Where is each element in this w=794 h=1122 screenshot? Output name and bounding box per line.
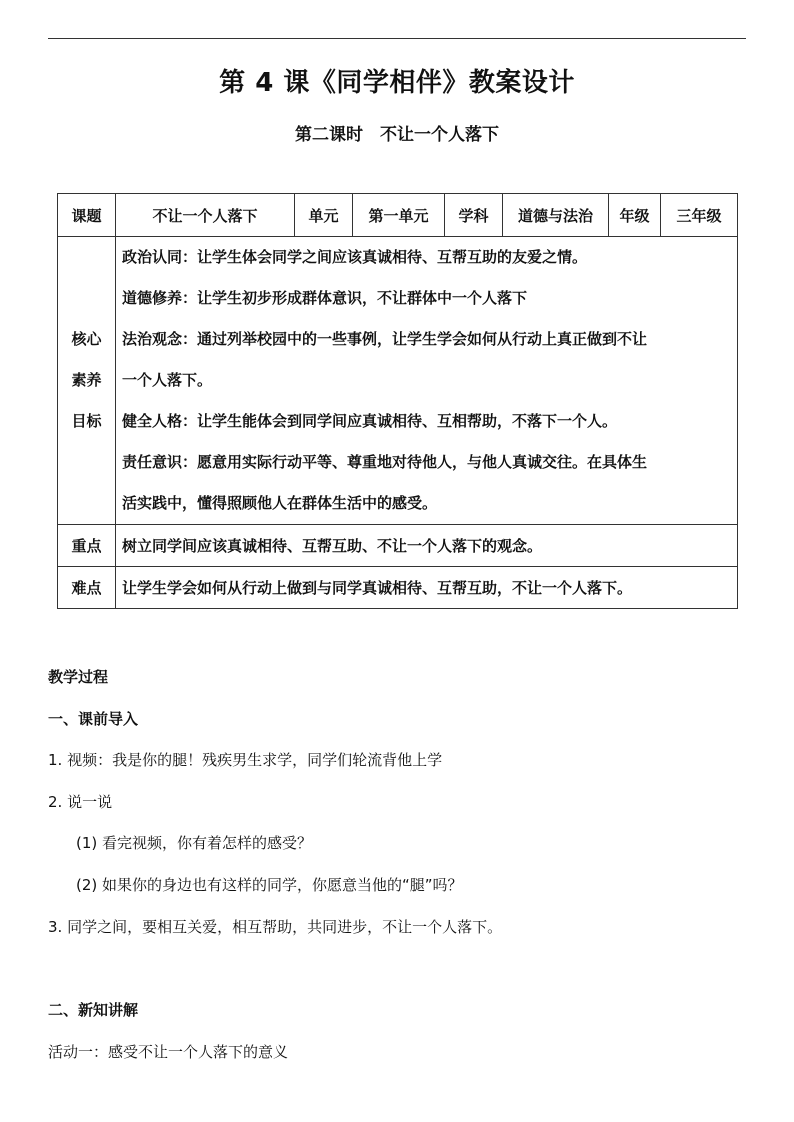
cell-key-label: 重点 — [58, 525, 116, 567]
process-item-1: 1. 视频：我是你的腿！残疾男生求学，同学们轮流背他上学 — [48, 751, 443, 769]
document-subtitle: 第二课时 不让一个人落下 — [295, 125, 499, 145]
cell-subject-value: 道德与法治 — [503, 194, 609, 237]
cell-topic-label: 课题 — [58, 194, 116, 237]
cell-unit-label: 单元 — [295, 194, 353, 237]
process-item-2-q1: (1) 看完视频，你有着怎样的感受？ — [76, 834, 313, 852]
part2-heading: 二、新知讲解 — [48, 1001, 139, 1019]
process-heading: 教学过程 — [48, 668, 109, 686]
cell-topic-value: 不让一个人落下 — [116, 194, 295, 237]
goal-line: 一个人落下。 — [122, 371, 213, 389]
cell-unit-value: 第一单元 — [353, 194, 445, 237]
goal-line: 政治认同：让学生体会同学之间应该真诚相待、互帮互助的友爱之情。 — [122, 248, 588, 266]
document-title: 第 4 课《同学相伴》教案设计 — [219, 68, 575, 98]
cell-subject-label: 学科 — [445, 194, 503, 237]
goal-line: 活实践中，懂得照顾他人在群体生活中的感受。 — [122, 494, 438, 512]
part1-heading: 一、课前导入 — [48, 710, 139, 728]
process-item-2: 2. 说一说 — [48, 793, 113, 811]
goal-line: 健全人格：让学生能体会到同学间应真诚相待、互相帮助，不落下一个人。 — [122, 412, 618, 430]
cell-difficulty-text: 让学生学会如何从行动上做到与同学真诚相待、互帮互助，不让一个人落下。 — [116, 567, 738, 609]
process-item-2-q2: (2) 如果你的身边也有这样的同学，你愿意当他的“腿”吗？ — [76, 876, 463, 894]
cell-core-label — [58, 237, 116, 525]
activity-1: 活动一：感受不让一个人落下的意义 — [48, 1043, 289, 1061]
cell-grade-value: 三年级 — [661, 194, 738, 237]
cell-core-goals — [116, 237, 738, 525]
core-label-line: 素养 — [71, 371, 102, 389]
cell-grade-label: 年级 — [609, 194, 661, 237]
table-row — [58, 567, 738, 609]
core-label-line: 目标 — [71, 412, 102, 430]
lesson-info-table — [57, 193, 738, 609]
goal-line: 责任意识：愿意用实际行动平等、尊重地对待他人，与他人真诚交往。在具体生 — [122, 453, 648, 471]
core-label-line: 核心 — [71, 330, 102, 348]
goal-line: 道德修养：让学生初步形成群体意识，不让群体中一个人落下 — [122, 289, 528, 307]
cell-key-text: 树立同学间应该真诚相待、互帮互助、不让一个人落下的观念。 — [116, 525, 738, 567]
process-item-3: 3. 同学之间，要相互关爱，相互帮助，共同进步，不让一个人落下。 — [48, 918, 503, 936]
goal-line: 法治观念：通过列举校园中的一些事例，让学生学会如何从行动上真正做到不让 — [122, 330, 648, 348]
table-row — [58, 194, 738, 237]
table-row — [58, 237, 738, 525]
cell-difficulty-label: 难点 — [58, 567, 116, 609]
table-row — [58, 525, 738, 567]
top-rule — [48, 38, 746, 39]
